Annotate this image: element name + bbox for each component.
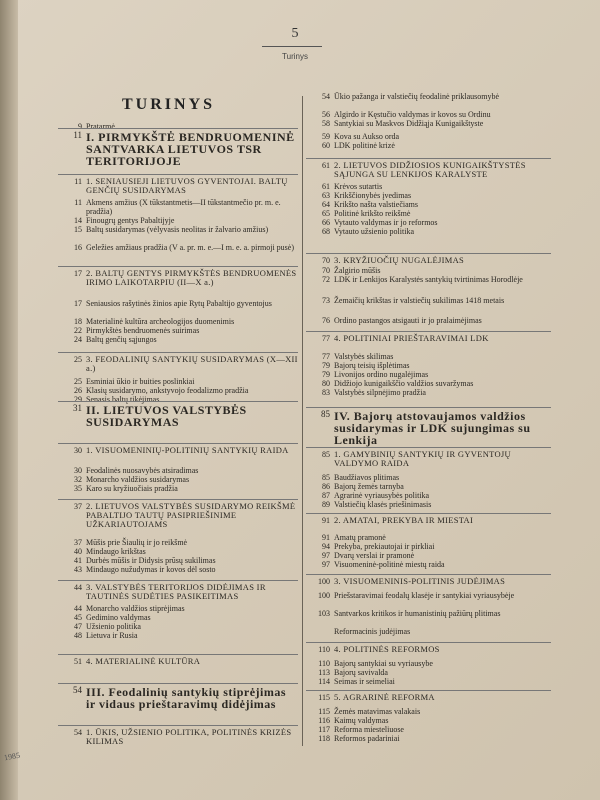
toc-entry-title: II. LIETUVOS VALSTYBĖS SUSIDARYMAS	[86, 403, 247, 429]
toc-entry-title: Agrarinė vyriausybės politika	[334, 491, 430, 500]
toc-entry	[306, 734, 551, 743]
toc-entry-title: LDK politinė krizė	[334, 141, 395, 150]
section-rule	[58, 580, 298, 581]
section-rule	[58, 266, 298, 267]
toc-entry-title: Reforma miesteliuose	[334, 725, 404, 734]
toc-page-number: 118	[318, 734, 330, 743]
toc-entry	[306, 542, 551, 551]
toc-entry-title: Užsienio politika	[86, 622, 141, 631]
toc-entry-title: 3. KRYŽIUOČIŲ NUGALĖJIMAS	[334, 255, 465, 265]
toc-page-number: 9	[78, 122, 82, 131]
toc-page-number: 66	[322, 218, 330, 227]
toc-entry-title: Vytauto užsienio politika	[334, 227, 414, 236]
toc-page-number: 100	[318, 577, 330, 586]
toc-entry-title: 2. BALTŲ GENTYS PIRMYKŠTĖS BENDRUOMENĖS IRIMO LAIKOTARPIU (II—X a.)	[86, 268, 297, 287]
toc-entry-title: Algirdo ir Kęstučio valdymas ir kovos su Ordinu	[334, 110, 491, 119]
toc-entry-title: Prekyba, prekiautojai ir pirkliai	[334, 542, 435, 551]
toc-entry	[306, 482, 551, 491]
toc-entry	[306, 450, 551, 468]
toc-page-number: 73	[322, 296, 330, 305]
toc-page-number: 85	[322, 473, 330, 482]
section-rule	[58, 174, 298, 175]
toc-entry	[306, 316, 551, 325]
toc-page-number: 14	[74, 216, 82, 225]
toc-entry	[58, 177, 298, 195]
toc-entry	[306, 707, 551, 716]
toc-entry-title: Žalgirio mūšis	[334, 266, 381, 275]
toc-entry	[306, 388, 551, 397]
toc-page-number: 37	[74, 502, 82, 511]
toc-entry-title: Valstiečių klasės priešinimasis	[334, 500, 432, 509]
toc-entry	[306, 200, 551, 209]
toc-entry	[306, 716, 551, 725]
toc-entry	[58, 216, 298, 225]
toc-entry	[306, 645, 551, 654]
toc-entry	[306, 370, 551, 379]
toc-entry	[58, 404, 298, 428]
toc-page-number: 59	[322, 132, 330, 141]
section-rule	[306, 158, 551, 159]
toc-page-number: 117	[318, 725, 330, 734]
toc-page-number: 79	[322, 370, 330, 379]
toc-entry	[306, 609, 551, 618]
toc-page-number: 72	[322, 275, 330, 284]
toc-page-number: 11	[74, 198, 82, 207]
toc-entry-title: Seniausios rašytinės žinios apie Rytų Pabaltijo gyventojus	[86, 299, 272, 308]
toc-entry	[58, 355, 298, 373]
toc-entry-title: Geležies amžiaus pradžia (V a. pr. m. e.—I m. e. a. pirmoji pusė)	[86, 243, 295, 252]
toc-page-number: 45	[74, 613, 82, 622]
toc-page-number: 44	[74, 583, 82, 592]
toc-page-number: 35	[74, 484, 82, 493]
toc-page-number: 41	[74, 556, 82, 565]
toc-entry-title: Baltų genčių sąjungos	[86, 335, 157, 344]
toc-entry	[306, 410, 551, 446]
toc-entry	[58, 613, 298, 622]
toc-entry	[306, 473, 551, 482]
toc-entry	[58, 622, 298, 631]
toc-entry	[58, 131, 298, 167]
toc-entry	[58, 299, 298, 308]
toc-page-number: 17	[74, 299, 82, 308]
toc-page-number: 47	[74, 622, 82, 631]
toc-entry	[58, 604, 298, 613]
header-rule	[262, 46, 322, 47]
toc-entry-title: 5. AGRARINĖ REFORMA	[334, 692, 435, 702]
toc-entry-title: Baudžiavos plitimas	[334, 473, 400, 482]
toc-entry-title: Pirmykštės bendruomenės suirimas	[86, 326, 200, 335]
toc-page-number: 80	[322, 379, 330, 388]
toc-entry	[306, 132, 551, 141]
toc-entry-title: 1. VISUOMENINIŲ-POLITINIŲ SANTYKIŲ RAIDA	[86, 445, 289, 455]
toc-entry-title: Priešstaravimai feodalų klasėje ir santykiai vyriausybėje	[334, 591, 515, 600]
toc-page-number: 60	[322, 141, 330, 150]
toc-entry-title: Bajorų santykiai su vyriausybe	[334, 659, 433, 668]
toc-entry-title: Reformacinis judėjimas	[334, 627, 411, 636]
toc-page-number: 77	[322, 334, 330, 343]
toc-page-number: 85	[322, 450, 330, 459]
toc-entry-title: Visuomeninė-politinė miestų raida	[334, 560, 445, 569]
toc-page-number: 85	[321, 409, 330, 419]
toc-page-number: 44	[74, 604, 82, 613]
toc-entry	[306, 191, 551, 200]
toc-page-number: 18	[74, 317, 82, 326]
toc-entry	[306, 560, 551, 569]
page-title: TURINYS	[122, 96, 216, 113]
toc-page-number: 32	[74, 475, 82, 484]
toc-page-number: 103	[318, 609, 330, 618]
toc-page-number: 70	[322, 266, 330, 275]
toc-entry	[306, 209, 551, 218]
toc-entry-title: Durbės mūšis ir Didysis prūsų sukilimas	[86, 556, 216, 565]
toc-entry-title: I. PIRMYKŠTĖ BENDRUOMENINĖ SANTVARKA LIETUVOS TSR TERITORIJOJE	[86, 130, 295, 168]
toc-entry	[306, 516, 551, 525]
toc-page-number: 54	[322, 92, 330, 101]
toc-entry-title: Bajorų teisių išplėtimas	[334, 361, 410, 370]
toc-page-number: 94	[322, 542, 330, 551]
page-header	[240, 26, 350, 42]
toc-entry-title: Feodalinės nuosavybės atsiradimas	[86, 466, 199, 475]
section-rule	[58, 654, 298, 655]
toc-page-number: 40	[74, 547, 82, 556]
toc-entry-title: 2. LIETUVOS VALSTYBĖS SUSIDARYMO REIKŠMĖ PABALTIJO TAUTŲ PASIPRIEŠINIME UŽKARIAUTOJAMS	[86, 501, 296, 529]
toc-page-number: 115	[318, 707, 330, 716]
toc-entry-title: Pratarmė	[86, 122, 115, 131]
toc-entry	[58, 538, 298, 547]
toc-entry	[306, 92, 551, 101]
toc-entry-title: LDK ir Lenkijos Karalystės santykių tvirtinimas Horodlėje	[334, 275, 523, 284]
toc-entry-title: Kova su Aukso orda	[334, 132, 400, 141]
toc-page-number: 15	[74, 225, 82, 234]
toc-page-number: 17	[74, 269, 82, 278]
toc-entry	[58, 225, 298, 234]
toc-entry-title: 3. VALSTYBĖS TERITORIJOS DIDĖJIMAS IR TAUTINĖS SUDĖTIES PASIKEITIMAS	[86, 582, 266, 601]
toc-page-number: 24	[74, 335, 82, 344]
toc-entry	[306, 533, 551, 542]
toc-page-number: 29	[74, 395, 82, 404]
toc-page-number: 58	[322, 119, 330, 128]
section-rule	[306, 642, 551, 643]
toc-entry-title: 1. SENIAUSIEJI LIETUVOS GYVENTOJAI. BALTŲ GENČIŲ SUSIDARYMAS	[86, 176, 288, 195]
toc-entry-title: Klasių susidarymo, ankstyvojo feodalizmo pradžia	[86, 386, 249, 395]
toc-entry-title: Esminiai ūkio ir buities poslinkiai	[86, 377, 195, 386]
toc-entry	[306, 659, 551, 668]
toc-entry	[58, 446, 298, 455]
toc-entry-title: Santvarkos kritikos ir humanistinių pažiūrų plitimas	[334, 609, 501, 618]
section-rule	[306, 690, 551, 691]
toc-entry	[306, 591, 551, 600]
toc-entry-title: Santykiai su Maskvos Didžiąja Kunigaikštyste	[334, 119, 484, 128]
toc-page-number: 79	[322, 361, 330, 370]
toc-entry	[58, 583, 298, 601]
toc-entry	[306, 110, 551, 119]
toc-entry	[306, 161, 551, 179]
toc-entry-title: Reformos padariniai	[334, 734, 400, 743]
toc-entry-title: Gedimino valdymas	[86, 613, 151, 622]
toc-entry-title: Krikščionybės įvedimas	[334, 191, 412, 200]
toc-page-number: 83	[322, 388, 330, 397]
toc-entry	[306, 491, 551, 500]
toc-page-number: 48	[74, 631, 82, 640]
toc-page-number: 77	[322, 352, 330, 361]
toc-page-number: 114	[318, 677, 330, 686]
toc-entry	[306, 668, 551, 677]
toc-entry-title: 3. FEODALINIŲ SANTYKIŲ SUSIDARYMAS (X—XII a.)	[86, 354, 298, 373]
toc-entry	[306, 227, 551, 236]
toc-entry	[306, 500, 551, 509]
toc-entry-title: III. Feodalinių santykių stiprėjimas ir vidaus prieštaravimų didėjimas	[86, 685, 287, 711]
toc-entry-title: Žemės matavimas valakais	[334, 707, 421, 716]
toc-entry-title: Monarcho valdžios stiprėjimas	[86, 604, 185, 613]
toc-entry-title: Kaimų valdymas	[334, 716, 389, 725]
toc-page-number: 30	[74, 446, 82, 455]
toc-entry	[306, 275, 551, 284]
toc-entry-title: Valstybės silpnėjimo pradžia	[334, 388, 426, 397]
toc-entry	[58, 728, 298, 746]
column-divider	[302, 96, 303, 746]
footer-year: 1985	[3, 750, 21, 763]
toc-entry	[58, 565, 298, 574]
running-title: Turinys	[282, 52, 308, 61]
toc-page-number: 86	[322, 482, 330, 491]
toc-entry	[58, 377, 298, 386]
toc-entry	[306, 693, 551, 702]
toc-entry-title: Ordino pastangos atsigauti ir jo pralaimėjimas	[334, 316, 482, 325]
toc-entry	[58, 317, 298, 326]
toc-entry-title: Amatų pramonė	[334, 533, 386, 542]
toc-entry	[58, 326, 298, 335]
toc-page-number: 25	[74, 355, 82, 364]
toc-entry	[306, 334, 551, 343]
section-rule	[306, 253, 551, 254]
toc-entry-title: 4. MATERIALINĖ KULTŪRA	[86, 656, 201, 666]
toc-entry-title: Žemaičių krikštas ir valstiečių sukilimas 1418 metais	[334, 296, 505, 305]
toc-entry	[306, 379, 551, 388]
toc-entry-title: Vytauto valdymas ir jo reformos	[334, 218, 438, 227]
toc-page-number: 16	[74, 243, 82, 252]
toc-entry	[306, 266, 551, 275]
toc-entry	[58, 269, 298, 287]
toc-page-number: 110	[318, 659, 330, 668]
toc-page-number: 87	[322, 491, 330, 500]
toc-entry	[58, 198, 298, 216]
toc-page-number: 113	[318, 668, 330, 677]
section-rule	[306, 513, 551, 514]
toc-page-number: 110	[318, 645, 330, 654]
toc-entry-title: IV. Bajorų atstovaujamos valdžios susidarymas ir LDK sujungimas su Lenkija	[334, 409, 531, 447]
toc-entry	[58, 631, 298, 640]
toc-entry	[58, 484, 298, 493]
toc-page-number: 91	[322, 533, 330, 542]
toc-entry-title: 2. AMATAI, PREKYBA IR MIESTAI	[334, 515, 474, 525]
toc-entry-title: 2. LIETUVOS DIDŽIOSIOS KUNIGAIKŠTYSTĖS SĄJUNGA SU LENKIJOS KARALYSTE	[334, 160, 526, 179]
toc-entry-title: Seimas ir seimeliai	[334, 677, 395, 686]
toc-entry	[306, 296, 551, 305]
toc-entry	[58, 335, 298, 344]
book-spine-shadow	[0, 0, 21, 800]
toc-entry	[306, 627, 551, 636]
section-rule	[306, 574, 551, 575]
toc-page-number: 97	[322, 560, 330, 569]
toc-entry	[306, 218, 551, 227]
toc-entry-title: Mindaugo krikštas	[86, 547, 146, 556]
toc-page-number: 116	[318, 716, 330, 725]
toc-entry-title: Baltų susidarymas (vėlyvasis neolitas ir žalvario amžius)	[86, 225, 269, 234]
toc-page-number: 97	[322, 551, 330, 560]
toc-entry	[58, 475, 298, 484]
toc-entry-title: Senasis baltų tikėjimas	[86, 395, 160, 404]
toc-page-number: 31	[73, 403, 82, 413]
toc-entry	[58, 657, 298, 666]
toc-entry	[306, 352, 551, 361]
toc-entry-title: 1. ŪKIS, UŽSIENIO POLITIKA, POLITINĖS KRIZĖS KILIMAS	[86, 727, 292, 746]
toc-entry	[58, 386, 298, 395]
toc-entry	[306, 677, 551, 686]
toc-entry-title: Bajorų žemės tarnyba	[334, 482, 404, 491]
toc-entry-title: 4. POLITINĖS REFORMOS	[334, 644, 440, 654]
toc-page-number: 54	[73, 685, 82, 695]
toc-page-number: 63	[322, 191, 330, 200]
section-rule	[58, 352, 298, 353]
toc-entry-title: Materialinė kultūra archeologijos duomenimis	[86, 317, 235, 326]
section-rule	[58, 401, 298, 402]
toc-page-number: 43	[74, 565, 82, 574]
toc-page-number: 37	[74, 538, 82, 547]
toc-page-number: 70	[322, 256, 330, 265]
toc-entry-title: Didžiojo kunigaikščio valdžios suvaržymas	[334, 379, 474, 388]
toc-entry	[58, 243, 298, 252]
toc-page-number: 61	[322, 161, 330, 170]
toc-page-number: 56	[322, 110, 330, 119]
toc-entry	[306, 361, 551, 370]
toc-entry	[58, 547, 298, 556]
toc-page-number: 61	[322, 182, 330, 191]
toc-entry	[58, 556, 298, 565]
toc-page-number: 65	[322, 209, 330, 218]
toc-entry	[58, 466, 298, 475]
toc-page-number: 26	[74, 386, 82, 395]
section-rule	[58, 683, 298, 684]
section-rule	[58, 128, 298, 129]
toc-page-number: 22	[74, 326, 82, 335]
toc-page-number: 11	[73, 130, 82, 140]
toc-entry	[306, 182, 551, 191]
toc-page-number: 30	[74, 466, 82, 475]
toc-entry-title: 4. POLITINIAI PRIEŠTARAVIMAI LDK	[334, 333, 489, 343]
toc-entry	[306, 551, 551, 560]
toc-page-number: 76	[322, 316, 330, 325]
toc-page-number: 25	[74, 377, 82, 386]
toc-page-number: 100	[318, 591, 330, 600]
toc-entry	[306, 725, 551, 734]
toc-page-number: 89	[322, 500, 330, 509]
toc-page-number: 91	[322, 516, 330, 525]
toc-entry	[58, 686, 298, 710]
toc-entry-title: Monarcho valdžios susidarymas	[86, 475, 190, 484]
toc-entry-title: Mindaugo nužudymas ir kovos dėl sosto	[86, 565, 216, 574]
toc-page-number: 54	[74, 728, 82, 737]
section-rule	[306, 407, 551, 408]
toc-entry-title: Ūkio pažanga ir valstiečių feodalinė priklausomybė	[334, 92, 500, 101]
toc-entry-title: 3. VISUOMENINIS-POLITINIS JUDĖJIMAS	[334, 576, 506, 586]
page-number: 5	[291, 26, 299, 41]
toc-page-number: 115	[318, 693, 330, 702]
toc-entry	[306, 141, 551, 150]
toc-entry	[306, 577, 551, 586]
toc-entry-title: Bajorų savivalda	[334, 668, 388, 677]
toc-entry	[58, 502, 298, 529]
toc-page-number	[306, 627, 334, 636]
section-rule	[58, 443, 298, 444]
toc-entry-title: Lietuva ir Rusia	[86, 631, 138, 640]
section-rule	[306, 331, 551, 332]
section-rule	[306, 447, 551, 448]
toc-page-number: 51	[74, 657, 82, 666]
toc-entry-title: Finougrų gentys Pabaltijyje	[86, 216, 175, 225]
section-rule	[58, 499, 298, 500]
toc-page-number: 68	[322, 227, 330, 236]
toc-entry-title: Livonijos ordino nugalėjimas	[334, 370, 429, 379]
toc-entry-title: Karo su kryžiuočiais pradžia	[86, 484, 178, 493]
toc-page-number: 64	[322, 200, 330, 209]
toc-entry-title: Mūšis prie Šiaulių ir jo reikšmė	[86, 538, 188, 547]
toc-entry	[306, 256, 551, 265]
toc-entry-title: Krikšto našta valstiečiams	[334, 200, 418, 209]
toc-page-number: 11	[74, 177, 82, 186]
toc-entry-title: Krėvos sutartis	[334, 182, 383, 191]
toc-entry-title: Politinė krikšto reikšmė	[334, 209, 411, 218]
toc-entry-title: Valstybės skilimas	[334, 352, 394, 361]
toc-entry-title: Akmens amžius (X tūkstantmetis—II tūkstantmečio pr. m. e. pradžia)	[86, 198, 281, 216]
toc-entry-title: 1. GAMYBINIŲ SANTYKIŲ IR GYVENTOJŲ VALDYMO RAIDA	[334, 449, 511, 468]
toc-entry	[306, 119, 551, 128]
toc-entry-title: Dvarų verslai ir pramonė	[334, 551, 415, 560]
section-rule	[58, 725, 298, 726]
